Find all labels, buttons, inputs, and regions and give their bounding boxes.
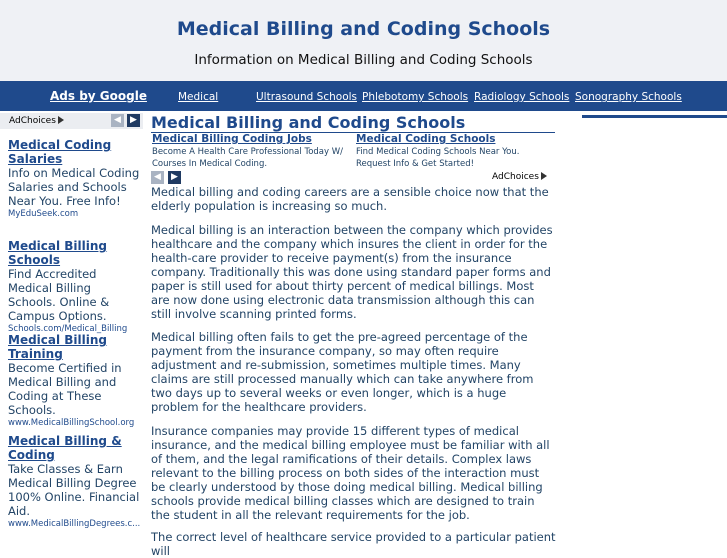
site-header	[0, 0, 727, 81]
sidebar-ad[interactable]	[8, 138, 141, 220]
sidebar-ad-body: Take Classes & Earn Medical Billing Degree 100% Online. Financial Aid.	[8, 462, 140, 518]
nav-link-medical[interactable]: Medical	[178, 91, 219, 103]
sidebar-ad[interactable]	[8, 434, 141, 530]
right-column-divider	[582, 115, 727, 118]
top-ad-title[interactable]: Medical Coding Schools	[356, 133, 496, 145]
prev-arrow-icon[interactable]: ◀	[111, 114, 124, 127]
adchoices-label: AdChoices	[492, 172, 539, 182]
adchoices-bar	[0, 113, 143, 129]
sidebar-ad-body: Become Certified in Medical Billing and Coding at These Schools.	[8, 361, 122, 417]
next-arrow-icon[interactable]: ▶	[127, 114, 140, 127]
article-paragraph: Insurance companies may provide 15 different types of medical insurance, and the medical billing employee must be familiar with all of them, and the legal ramifications of their details. Complex laws relevant to the billing process on both sides of the interaction must be clearly understood by those doing medical billing. Medical billing schools provide medical billing classes which are designed to train the student in all the relevant requirements for the job.	[151, 424, 550, 522]
nav-bar	[0, 81, 727, 111]
prev-arrow-icon[interactable]: ◀	[151, 171, 164, 184]
sidebar-ad-url[interactable]: www.MedicalBillingDegrees.c...	[8, 519, 141, 529]
sidebar-ad-title[interactable]: Medical Billing Schools	[8, 239, 108, 267]
nav-link-ultrasound[interactable]: Ultrasound Schools	[256, 91, 358, 103]
site-title[interactable]: Medical Billing and Coding Schools	[176, 18, 551, 40]
sidebar-ad-url[interactable]: Schools.com/Medical_Billing	[8, 324, 128, 334]
adchoices-icon	[58, 116, 64, 124]
article-paragraph: The correct level of healthcare service provided to a particular patient will	[151, 530, 556, 558]
sidebar-ad-body: Find Accredited Medical Billing Schools. Online & Campus Options.	[8, 267, 110, 323]
site-subtitle: Information on Medical Billing and Coding Schools	[194, 52, 533, 68]
sidebar-ad-url[interactable]: MyEduSeek.com	[8, 209, 79, 219]
next-arrow-icon[interactable]: ▶	[168, 171, 181, 184]
sidebar-ad-body: Info on Medical Coding Salaries and Schools Near You. Free Info!	[8, 166, 140, 208]
nav-link-phlebotomy[interactable]: Phlebotomy Schools	[362, 91, 469, 103]
sidebar-ad-title[interactable]: Medical Billing & Coding	[8, 434, 122, 462]
top-ad[interactable]	[152, 133, 348, 170]
sidebar-ad-url[interactable]: www.MedicalBillingSchool.org	[8, 418, 135, 428]
sidebar-ad[interactable]	[8, 333, 141, 429]
nav-link-sonography[interactable]: Sonography Schools	[575, 91, 682, 103]
sidebar-ad-title[interactable]: Medical Coding Salaries	[8, 138, 112, 166]
page-title: Medical Billing and Coding Schools	[151, 113, 466, 132]
sidebar-ad-title[interactable]: Medical Billing Training	[8, 333, 108, 361]
adchoices-link[interactable]	[9, 116, 64, 126]
top-ad-body: Become A Health Care Professional Today W/ Courses In Medical Coding.	[152, 147, 343, 169]
sidebar-ad[interactable]	[8, 239, 141, 335]
top-ad-body: Find Medical Coding Schools Near You. Request Info & Get Started!	[356, 147, 520, 169]
article-paragraph: Medical billing and coding careers are a sensible choice now that the elderly population is increasing so much.	[151, 185, 549, 213]
top-ad-title[interactable]: Medical Billing Coding Jobs	[152, 133, 312, 145]
top-ad[interactable]	[356, 133, 552, 170]
adchoices-link[interactable]	[492, 172, 547, 182]
adchoices-icon	[541, 172, 547, 180]
article-paragraph: Medical billing often fails to get the pre-agreed percentage of the payment from the insurance company, so may often require adjustment and re-submission, sometimes multiple times. Many claims are still processed manually which can take anywhere from two days up to several weeks or even longer, which is a huge problem for the healthcare providers.	[151, 330, 534, 414]
ads-by-google-link[interactable]: Ads by Google	[50, 89, 147, 103]
nav-link-radiology[interactable]: Radiology Schools	[474, 91, 570, 103]
article-paragraph: Medical billing is an interaction between the company which provides healthcare and the company which insures the client in order for the health-care provider to receive payment(s) from the insurance company. Traditionally this was done using standard paper forms and paper is still used for about thirty percent of medical billings. Most are now done using electronic data transmission although this can still involve scanning printed forms.	[151, 223, 553, 321]
adchoices-label: AdChoices	[9, 116, 56, 126]
